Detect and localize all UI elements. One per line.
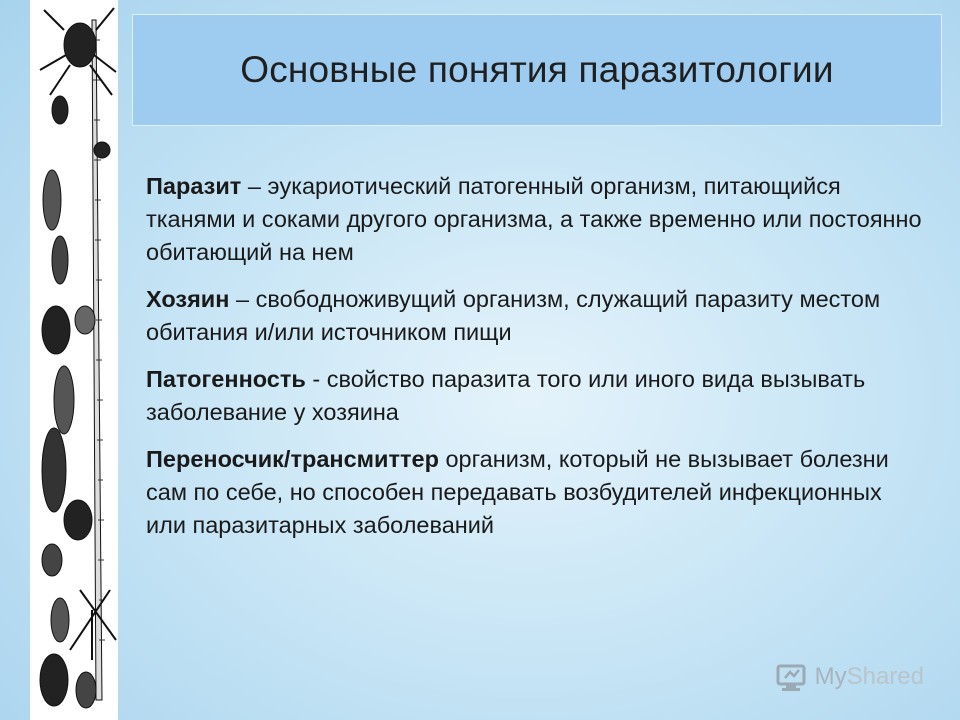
definition-term: Хозяин (146, 286, 230, 312)
definition-text: свойство паразита того или иного вида вызывать заболевание у хозяина (146, 366, 866, 425)
parasite-drawings-icon (30, 0, 118, 720)
watermark-shared: Shared (846, 663, 924, 690)
definition-separator: – (241, 173, 268, 199)
parasite-illustration-strip (30, 0, 118, 720)
definition-item (146, 363, 926, 429)
definition-term: Патогенность (146, 366, 306, 392)
definition-text: эукариотический патогенный организм, питающийся тканями и соками другого организма, а также временно или постоянно обитающий на нем (146, 173, 922, 265)
watermark-my: My (814, 663, 847, 690)
title-banner (132, 14, 942, 126)
definition-item (146, 443, 926, 542)
definition-term: Паразит (146, 173, 242, 199)
definition-text: свободноживущий организм, служащий паразиту местом обитания и/или источником пищи (146, 286, 881, 345)
definitions-list (146, 170, 926, 556)
definition-item (146, 170, 926, 269)
definition-separator: - (305, 366, 327, 392)
definition-item (146, 283, 926, 349)
definition-separator: – (229, 286, 256, 312)
myshared-logo-icon (775, 662, 809, 692)
definition-text: организм, который не вызывает болезни сам по себе, но способен передавать возбудителей инфекционных или паразитарных заболеваний (146, 446, 889, 538)
definition-term: Переносчик/трансмиттер (146, 446, 439, 472)
myshared-watermark (775, 662, 924, 692)
slide-title: Основные понятия паразитологии (240, 49, 834, 90)
